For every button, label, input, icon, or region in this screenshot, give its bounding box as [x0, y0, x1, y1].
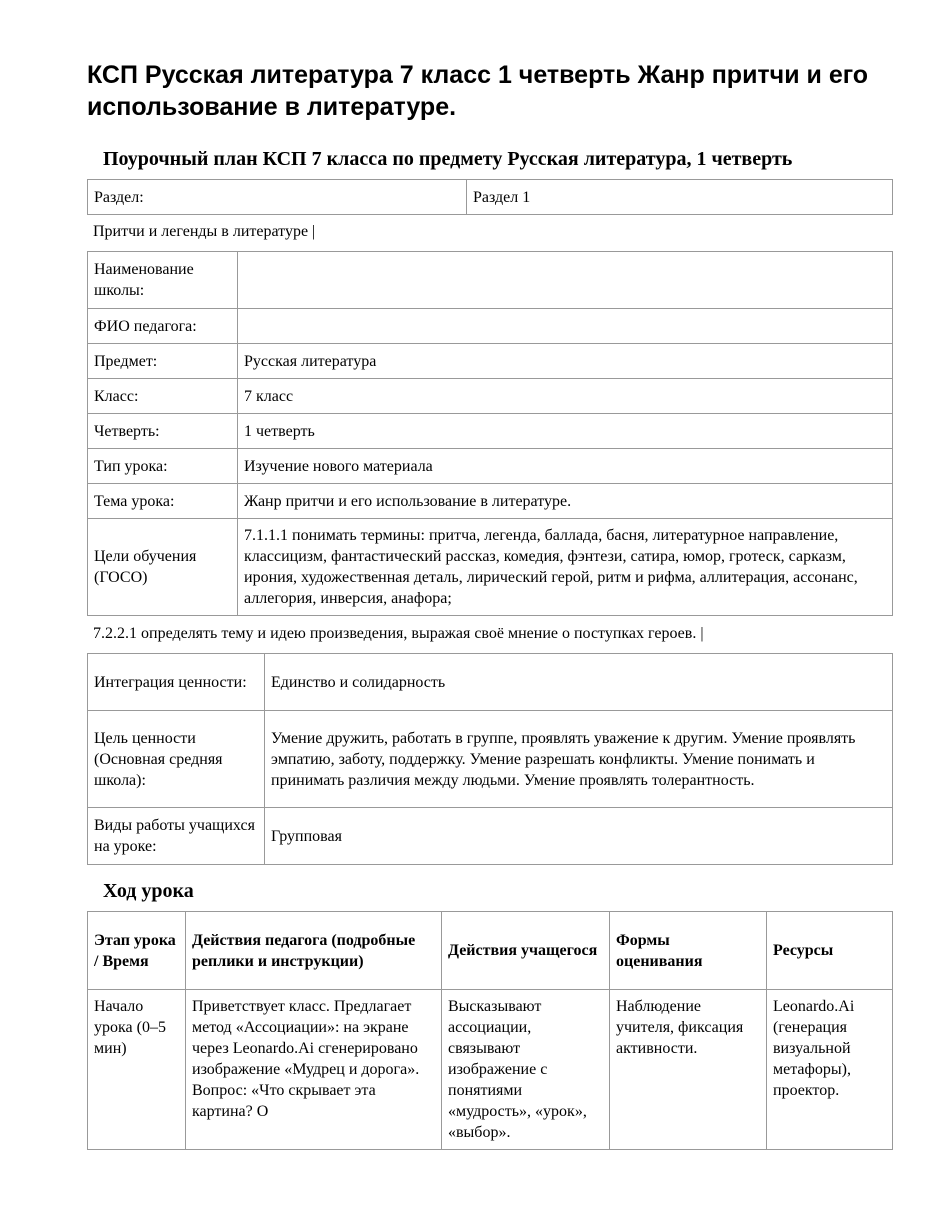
column-header: Ресурсы	[767, 912, 893, 990]
section-table	[87, 179, 893, 215]
column-header: Этап урока / Время	[88, 912, 186, 990]
table-row	[88, 711, 893, 808]
values-label: Виды работы учащихся на уроке:	[88, 808, 265, 865]
info-value: 7.1.1.1 понимать термины: притча, легенда, баллада, басня, литературное направление, классицизм, фантастический рассказ, комедия, фэнтези, сатира, юмор, гротеск, сарказм, ирония, художественная деталь, лирический герой, ритм и рифма, аллитерация, ассонанс, аллегория, инверсия, анафора;	[238, 519, 893, 616]
values-value: Умение дружить, работать в группе, проявлять уважение к другим. Умение проявлять эмпатию, заботу, поддержку. Умение разрешать конфликты. Умение понимать и принимать различия между людьми. Умение проявлять толерантность.	[265, 711, 893, 808]
progress-heading: Ход урока	[103, 880, 194, 902]
info-value: Жанр притчи и его использование в литературе.	[238, 484, 893, 519]
table-row	[88, 309, 893, 344]
values-table	[87, 653, 893, 865]
info-value: 7 класс	[238, 379, 893, 414]
table-row	[88, 414, 893, 449]
info-label: Наименование школы:	[88, 252, 238, 309]
table-header-row	[88, 912, 893, 990]
table-cell: Высказывают ассоциации, связывают изображение с понятиями «мудрость», «урок», «выбор».	[442, 990, 610, 1150]
values-value: Групповая	[265, 808, 893, 865]
table-cell: Наблюдение учителя, фиксация активности.	[610, 990, 767, 1150]
table-cell: Leonardo.Ai (генерация визуальной метафоры), проектор.	[767, 990, 893, 1150]
table-row	[88, 379, 893, 414]
info-value: Изучение нового материала	[238, 449, 893, 484]
info-value	[238, 309, 893, 344]
info-value: 1 четверть	[238, 414, 893, 449]
table-cell: Начало урока (0–5 мин)	[88, 990, 186, 1150]
table-row	[88, 344, 893, 379]
section-note: Притчи и легенды в литературе |	[93, 223, 316, 240]
table-row	[88, 654, 893, 711]
info-label: Тема урока:	[88, 484, 238, 519]
info-value: Русская литература	[238, 344, 893, 379]
table-row	[88, 449, 893, 484]
info-label: Тип урока:	[88, 449, 238, 484]
column-header: Формы оценивания	[610, 912, 767, 990]
info-label: ФИО педагога:	[88, 309, 238, 344]
progress-table	[87, 911, 893, 1150]
values-label: Интеграция ценности:	[88, 654, 265, 711]
document-title: КСП Русская литература 7 класс 1 четверть Жанр притчи и его использование в литературе.	[87, 61, 869, 121]
info-label: Класс:	[88, 379, 238, 414]
goal-note: 7.2.2.1 определять тему и идею произведения, выражая своё мнение о поступках героев. |	[93, 625, 704, 642]
info-label: Четверть:	[88, 414, 238, 449]
table-row	[88, 990, 893, 1150]
info-label: Цели обучения (ГОСО)	[88, 519, 238, 616]
table-row	[88, 180, 893, 215]
table-row	[88, 808, 893, 865]
table-row	[88, 252, 893, 309]
column-header: Действия педагога (подробные реплики и инструкции)	[186, 912, 442, 990]
plan-heading: Поурочный план КСП 7 класса по предмету Русская литература, 1 четверть	[103, 148, 793, 170]
info-label: Предмет:	[88, 344, 238, 379]
section-label: Раздел:	[88, 180, 467, 215]
table-cell: Приветствует класс. Предлагает метод «Ассоциации»: на экране через Leonardo.Ai сгенерировано изображение «Мудрец и дорога». Вопрос: «Что скрывает эта картина? О	[186, 990, 442, 1150]
column-header: Действия учащегося	[442, 912, 610, 990]
info-value	[238, 252, 893, 309]
info-table	[87, 251, 893, 616]
values-label: Цель ценности (Основная средняя школа):	[88, 711, 265, 808]
values-value: Единство и солидарность	[265, 654, 893, 711]
section-value: Раздел 1	[467, 180, 893, 215]
table-row	[88, 484, 893, 519]
table-row	[88, 519, 893, 616]
